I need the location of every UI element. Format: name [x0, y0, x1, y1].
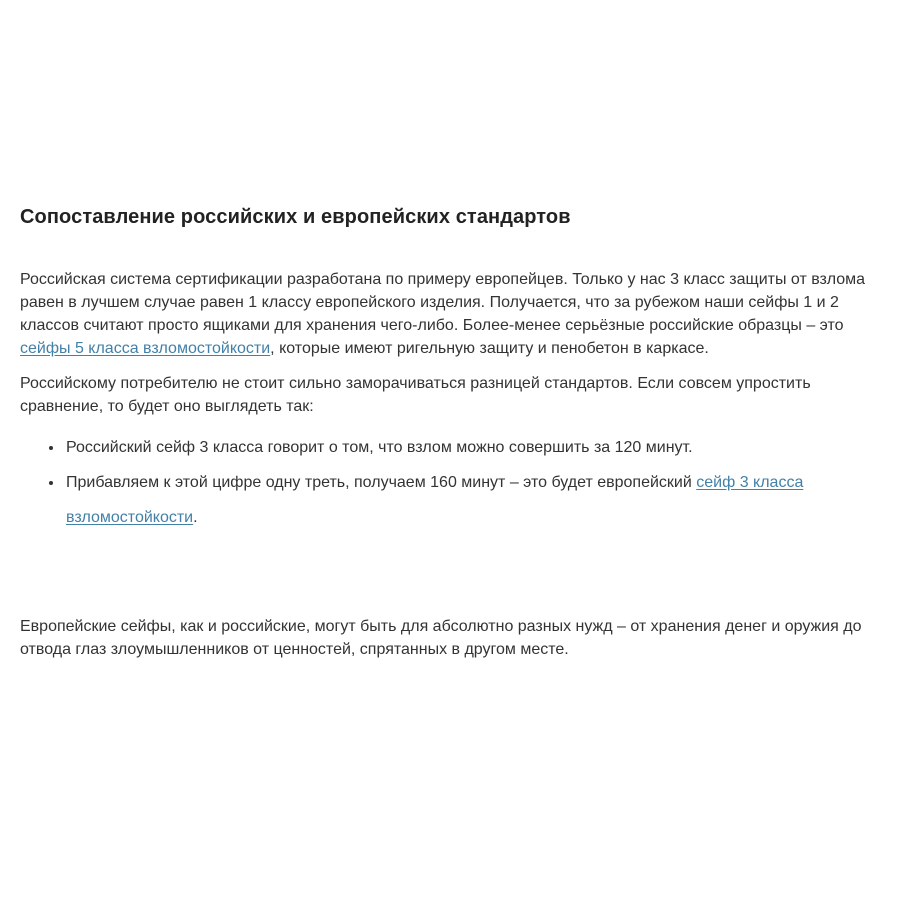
link-safe-class-3[interactable]: сейф 3 класса взломостойкости — [66, 474, 804, 526]
paragraph-intro — [20, 268, 880, 360]
list-item-russian-safe: • Российский сейф 3 класса говорит о том, что взлом можно совершить за 120 минут. — [64, 430, 880, 465]
paragraph-conclusion: Европейские сейфы, как и российские, могут быть для абсолютно разных нужд – от хранения денег и оружия до отвода глаз злоумышленников от ценностей, спрятанных в другом месте. — [20, 618, 862, 658]
list-item-text-before: Прибавляем к этой цифре одну треть, получаем 160 минут – это будет европейский — [66, 474, 697, 491]
link-safes-class-5[interactable]: сейфы 5 класса взломостойкости — [20, 340, 271, 357]
list-item-european-safe — [64, 465, 880, 535]
empty-space — [20, 535, 880, 615]
paragraph-comparison: Российскому потребителю не стоит сильно заморачиваться разницей стандартов. Если совсем упростить сравнение, то будет оно выглядеть так: — [20, 375, 811, 415]
comparison-list — [20, 430, 880, 535]
list-item-text-after: . — [193, 509, 198, 526]
paragraph-intro-text-before: Российская система сертификации разработана по примеру европейцев. Только у нас 3 класс защиты от взлома равен в лучшем случае равен 1 классу европейского изделия. Получается, что за рубежом наши сейфы 1 и 2 классов считают просто ящиками для хранения чего-либо. Более-менее серьёзные российские образцы – это — [20, 271, 866, 334]
article-heading: Сопоставление российских и европейских стандартов — [20, 206, 571, 228]
paragraph-intro-text-after: , которые имеют ригельную защиту и пенобетон в каркасе. — [270, 340, 709, 357]
